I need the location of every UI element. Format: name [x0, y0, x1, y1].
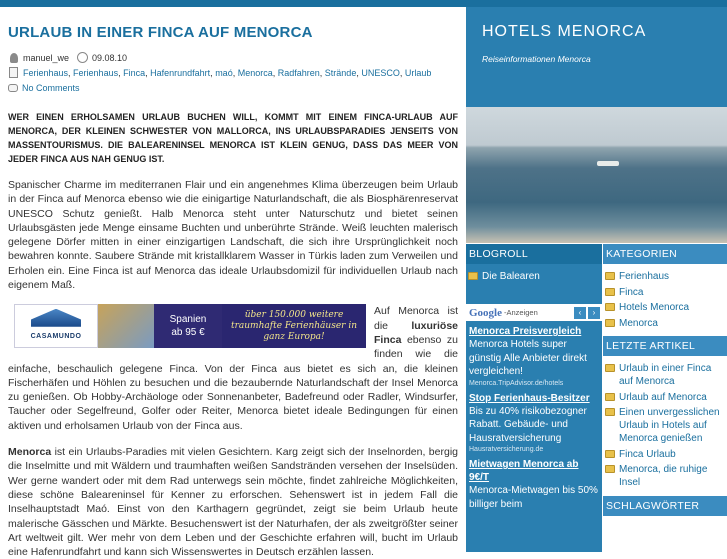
- folder-icon: [605, 288, 615, 296]
- tag-link[interactable]: Ferienhaus: [73, 67, 119, 78]
- recent-post-label: Finca Urlaub: [619, 448, 676, 460]
- category-label: Ferienhaus: [619, 271, 670, 282]
- folder-icon: [605, 303, 615, 311]
- ad-banner[interactable]: [14, 304, 366, 348]
- sidebar-right-column: [603, 244, 727, 552]
- folder-icon: [605, 408, 615, 416]
- house-icon: [31, 309, 81, 327]
- categories-title: KATEGORIEN: [603, 244, 727, 264]
- tag-link[interactable]: Menorca: [237, 67, 273, 78]
- post-title[interactable]: URLAUB IN EINER FINCA AUF MENORCA: [8, 24, 313, 41]
- post-author: manuel_we: [23, 52, 70, 63]
- site-title[interactable]: HOTELS MENORCA: [482, 23, 647, 40]
- comment-icon: [8, 84, 18, 92]
- recent-post-label: Urlaub in einer Finca auf Menorca: [619, 363, 712, 387]
- blogroll-list: [466, 264, 602, 292]
- ad-text: Menorca Hotels super günstig Alle Anbieter direkt vergleichen!: [469, 339, 587, 377]
- recent-post-item[interactable]: [605, 448, 727, 461]
- category-item[interactable]: [605, 317, 727, 330]
- tags-row: Ferienhaus , Ferienhaus , Finca , Hafenrundfahrt , maó , Menorca , Radfahren , Strände , UNESCO , Urlaub: [8, 66, 458, 79]
- ad-title[interactable]: Stop Ferienhaus-Besitzer: [469, 392, 590, 404]
- folder-icon: [605, 393, 615, 401]
- category-item[interactable]: [605, 286, 727, 299]
- post-paragraph-2: [8, 304, 458, 433]
- post-date: 09.08.10: [92, 52, 128, 63]
- boat: [597, 161, 619, 166]
- ads-nav: [574, 307, 602, 319]
- post-meta: [8, 51, 458, 94]
- recent-post-item[interactable]: [605, 391, 727, 404]
- tag-link[interactable]: Finca: [123, 67, 146, 78]
- para2-bold: luxuriöse Finca: [374, 319, 458, 346]
- folder-icon: [605, 319, 615, 327]
- tagcloud-title: SCHLAGWÖRTER: [603, 496, 727, 516]
- tag-link[interactable]: Ferienhaus: [23, 67, 69, 78]
- para2-rest: ebenso zu finden wie die einfache, beschaulich gelegene Finca. Von der Finca aus bietet es sich an, die kleinen Fischerhäfen und Höhlen zu besuchen und die bezaubernde Naturlandschaft der Insel Menorca zu genießen. Ob Hobby-Archäologe oder Sonnenanbeter, Badefreund oder Radler, Windsurfer, Taucher oder Segelfreund, Golfer oder Reiter, Menorca bietet ideale Bedingungen für einen aktiven und erholsamen Urlaub von der Finca aus.: [8, 333, 458, 432]
- blogroll-item-label: Die Balearen: [482, 271, 540, 282]
- blogroll-title: BLOGROLL: [466, 244, 602, 264]
- banner-price: [154, 304, 222, 348]
- recent-posts-list: [603, 356, 727, 496]
- recent-posts-title: LETZTE ARTIKEL: [603, 336, 727, 356]
- tag-link[interactable]: Hafenrundfahrt: [150, 67, 211, 78]
- post-paragraph-3: [8, 445, 458, 559]
- document-icon: [9, 67, 18, 78]
- ad-title[interactable]: Mietwagen Menorca ab 9€/T: [469, 459, 579, 483]
- recent-post-item[interactable]: [605, 406, 727, 445]
- top-bar: [0, 0, 727, 7]
- casamundo-logo: [14, 304, 98, 348]
- categories-list: [603, 264, 727, 336]
- comments-link[interactable]: No Comments: [22, 82, 80, 93]
- ad-title[interactable]: Menorca Preisvergleich: [469, 326, 582, 337]
- category-item[interactable]: [605, 301, 727, 314]
- recent-post-item[interactable]: [605, 362, 727, 388]
- banner-offer: über 150.000 weitere traumhafte Ferienhäuser in ganz Europa!: [222, 304, 366, 348]
- ad-url[interactable]: Hausratversicherung.de: [469, 446, 544, 453]
- site-description: Reiseinformationen Menorca: [482, 54, 591, 64]
- price-line-2: ab 95 €: [171, 327, 205, 339]
- post-lead: WER EINEN ERHOLSAMEN URLAUB BUCHEN WILL, KOMMT MIT EINEM FINCA-URLAUB AUF MENORCA, DER KLEINEN SCHWESTER VON MALLORCA, INS URLAUBSPARADIES JENSEITS VON MASSENTOURISMUS. DIE BALEARENINSEL MENORCA IST KLEIN GENUG, DASS DAS MEER VON JEDER FINCA AUS NAH GENUG IST.: [8, 112, 458, 164]
- category-label: Menorca: [619, 317, 658, 329]
- user-icon: [10, 53, 18, 63]
- recent-post-label: Urlaub auf Menorca: [619, 391, 707, 403]
- folder-icon: [468, 272, 478, 280]
- tag-link[interactable]: Urlaub: [404, 67, 432, 78]
- category-item[interactable]: [605, 270, 727, 283]
- recent-post-item[interactable]: [605, 463, 727, 489]
- tag-link[interactable]: maó: [215, 67, 233, 78]
- main-content: [0, 7, 466, 559]
- price-line-1: Spanien: [169, 314, 207, 326]
- folder-icon: [605, 465, 615, 473]
- blogroll-item[interactable]: [468, 270, 602, 283]
- ad-item[interactable]: [466, 321, 602, 388]
- tag-link[interactable]: UNESCO: [361, 67, 400, 78]
- recent-post-label: Menorca, die ruhige Insel: [619, 464, 708, 488]
- tag-link[interactable]: Radfahren: [277, 67, 320, 78]
- category-label: Finca: [619, 286, 644, 298]
- google-ads-header: [466, 304, 602, 321]
- folder-icon: [605, 272, 615, 280]
- ads-prev-button[interactable]: ‹: [574, 307, 586, 319]
- google-ads: [466, 304, 602, 552]
- tag-link[interactable]: Strände: [324, 67, 357, 78]
- folder-icon: [605, 364, 615, 372]
- recent-post-label: Einen unvergesslichen Urlaub in Hotels auf Menorca genießen: [619, 407, 720, 444]
- sidebar: [466, 7, 727, 545]
- para2-start: Auf Menorca ist die: [374, 305, 458, 332]
- category-label: Hotels Menorca: [619, 302, 690, 313]
- ad-text: Bis zu 40% risikobezogner Rabatt. Gebäude- und Hausratversicherung: [469, 405, 587, 444]
- ad-item[interactable]: [466, 454, 602, 511]
- ad-url[interactable]: Menorca.TripAdvisor.de/hotels: [469, 379, 564, 387]
- sidebar-left-column: [466, 244, 602, 552]
- ad-item[interactable]: [466, 388, 602, 455]
- folder-icon: [605, 450, 615, 458]
- google-logo: Google: [469, 306, 502, 319]
- ads-next-button[interactable]: ›: [588, 307, 600, 319]
- post-paragraph-1: Spanischer Charme im mediterranen Flair und ein angenehmes Klima überzeugen beim Urlaub in der Finca auf Menorca ebenso wie die einigartige Naturlandschaft, die als Biosphärenreservat UNESCO Schutz genießt. Halb Menorca steht unter Naturschutz und bietet seinen Urlaubsgästen jede Menge einsame Buchten und unberührte Strände. Weiß leuchten malerisch gelegene Dörfer mitten in einer einzigartigen Landschaft, die sich ihre Ursprünglichkeit noch bewahren konnte. Saubere Strände mit kristallklarem Wasser in Türkis laden zum Verweilen und Erholen ein. Eine Finca ist auf Menorca das ideale Urlaubsdomizil für individuellen Urlaub nach eigenem Maß.: [8, 179, 458, 292]
- para3-rest: ist ein Urlaubs-Paradies mit vielen Gesichtern. Karg zeigt sich der Inselnorden, bergig die Inselmitte und mit Wäldern und traumhaften weißen Sandstränden versehen der Inselsüden. Wer gerne wandert oder mit dem Rad unterwegs sein möchte, findet zahlreiche Möglichkeiten, diese schöne Baleareninsel für Kenner zu erforschen. Sehenswert ist in jedem Fall die Inselhauptstadt Maó. Einst von den Karthagern gegründet, zeigt sie beim Urlaub heute malerische Gässchen und Märkte. Besuchenswert ist der Naturhafen, der als zweitgrößter seiner Art weltweit gilt. Wer mehr von dem Leben und der Geschichte erfahren will, bucht im Urlaub eine Hafenrundfahrt und kann sich Wissenswertes in Deutsch erzählen lassen.: [8, 446, 458, 559]
- ads-label: -Anzeigen: [504, 308, 538, 317]
- site-header: [466, 7, 727, 107]
- clock-icon: [77, 52, 88, 63]
- banner-photo: [98, 304, 154, 348]
- author-date-row: [8, 51, 458, 64]
- header-sea-photo: [466, 107, 727, 243]
- comments-row: [8, 81, 458, 94]
- ad-text: Menorca-Mietwagen bis 50% billiger beim: [469, 485, 598, 510]
- para3-bold: Menorca: [8, 446, 52, 459]
- logo-text: CASAMUNDO: [30, 332, 82, 340]
